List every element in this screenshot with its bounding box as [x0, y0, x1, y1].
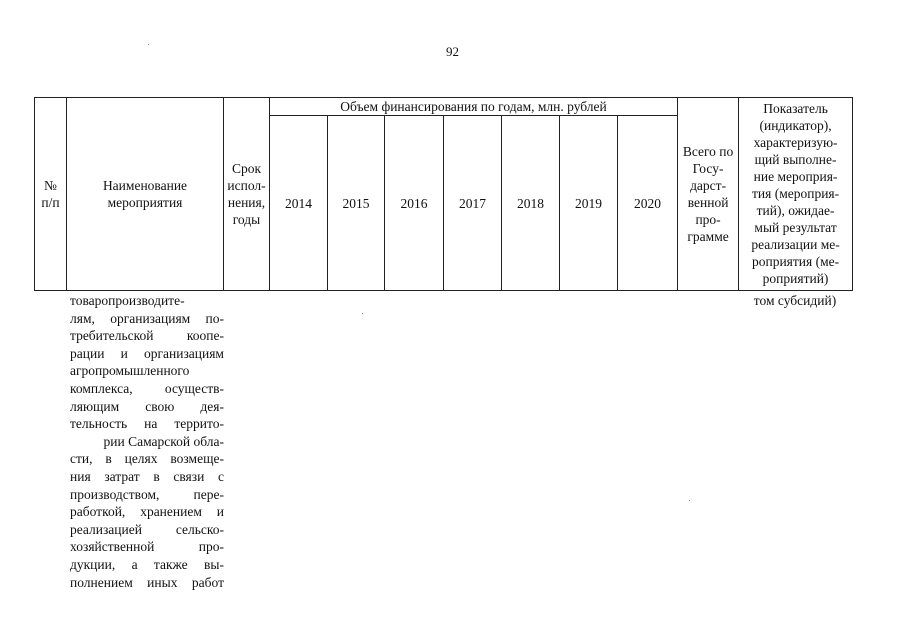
col-header-funding: Объем финансирования по годам, млн. рублей: [270, 98, 678, 116]
text-line: комплекса, осуществ-: [70, 380, 224, 396]
scan-speck: [362, 313, 363, 314]
text-line: лям, организациям по-: [70, 310, 224, 326]
text-line: производством, пере-: [70, 486, 224, 502]
year-header: 2015: [328, 116, 385, 291]
col-header-total: Всего по Госу- дарст- венной про- грамме: [678, 98, 739, 291]
text-line: тельность на террито-: [70, 416, 224, 432]
scan-speck: [689, 500, 690, 501]
year-header: 2018: [502, 116, 560, 291]
measure-name-text: [70, 292, 224, 591]
col-header-name: Наименование мероприятия: [67, 98, 224, 291]
scan-speck: [148, 44, 149, 45]
text-line: дукции, а также вы-: [70, 556, 224, 572]
year-header: 2016: [385, 116, 444, 291]
text-line: ляющим свою дея-: [70, 398, 224, 414]
text-line: требительской коопе-: [70, 328, 224, 344]
year-header: 2017: [444, 116, 502, 291]
text-line: рии Самарской обла-: [103, 433, 224, 449]
text-line: сти, в целях возмеще-: [70, 451, 224, 467]
col-header-number: № п/п: [35, 98, 67, 291]
year-header: 2019: [560, 116, 618, 291]
year-header: 2014: [270, 116, 328, 291]
text-line: реализацией сельско-: [70, 521, 224, 537]
text-line: работкой, хранением и: [70, 504, 224, 520]
col-header-term: Срок испол- нения, годы: [224, 98, 270, 291]
text-line: хозяйственной про-: [70, 539, 224, 555]
page-number: 92: [446, 44, 459, 59]
col-header-indicator: Показатель (индикатор), характеризую- щий выполне- ние мероприя- тия (мероприя- тий), ожидае- мый результат реализации ме- роприятия (ме- роприятий): [739, 98, 853, 291]
text-line: рации и организациям: [70, 345, 224, 361]
text-line: товаропроизводите-: [70, 293, 185, 308]
text-line: полнением иных работ: [70, 574, 224, 590]
year-header: 2020: [618, 116, 678, 291]
indicator-text: том субсидий): [753, 293, 837, 308]
text-line: ния затрат в связи с: [70, 468, 224, 484]
text-line: агропромышленного: [70, 363, 190, 379]
table-header: [34, 97, 853, 291]
